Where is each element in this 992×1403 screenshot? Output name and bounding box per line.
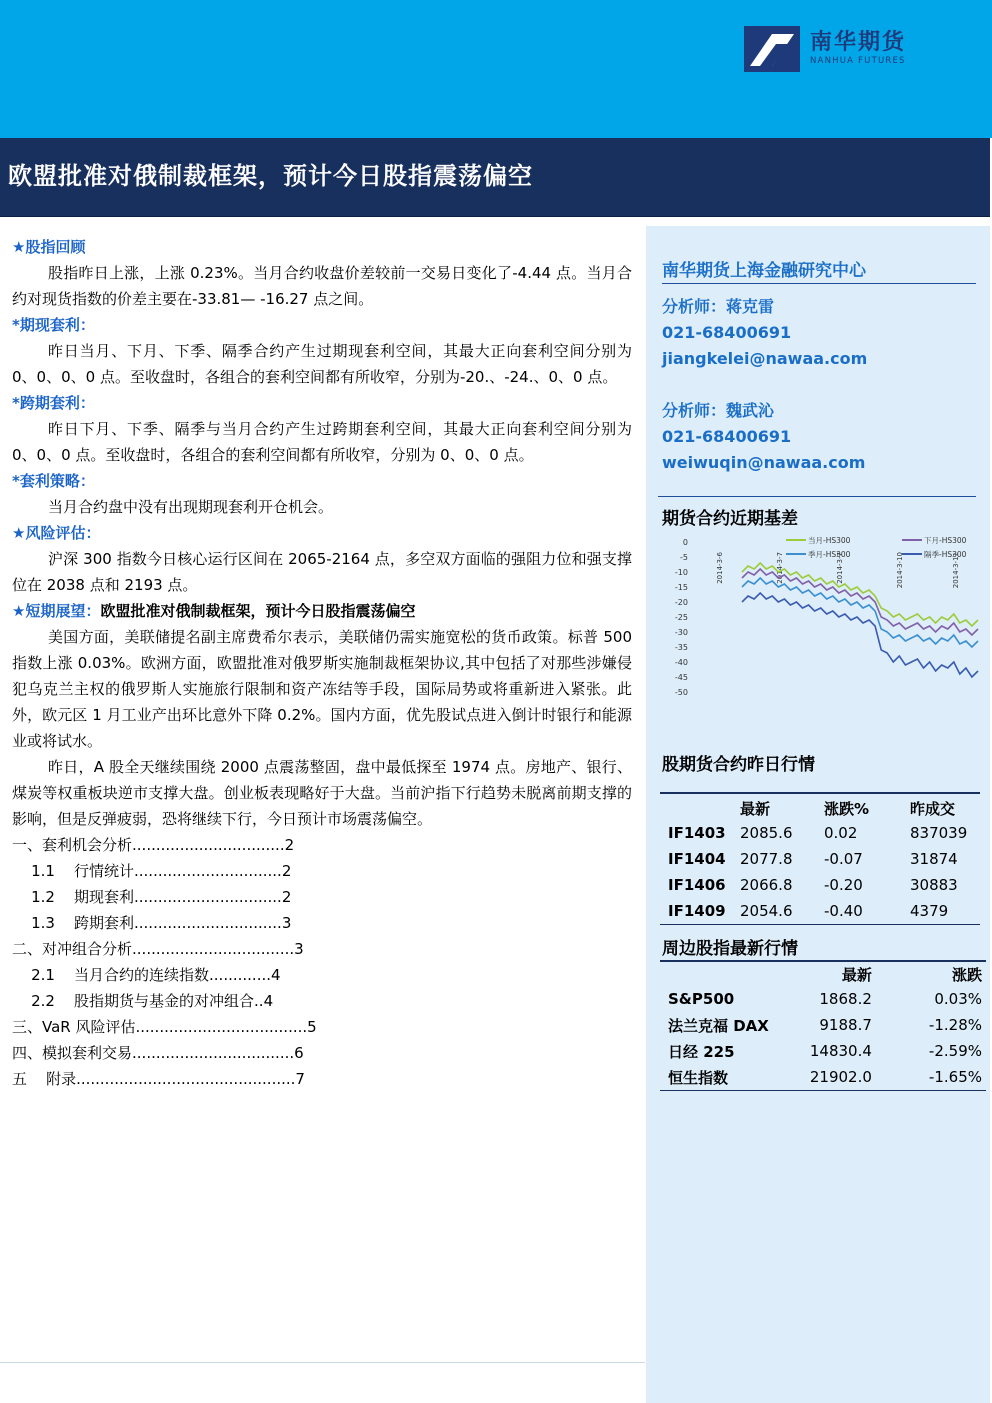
column-header: 涨跌% [824, 799, 870, 818]
nanhua-logo-icon [744, 26, 800, 72]
row-label: 恒生指数 [668, 1068, 729, 1087]
toc-page-number: 4 [271, 966, 281, 984]
table-of-contents [12, 832, 632, 1092]
logo-cn-text: 南华期货 [810, 30, 907, 55]
toc-entry[interactable] [12, 910, 632, 936]
column-header [668, 962, 801, 986]
table-row [668, 872, 980, 898]
toc-dots: .............................................. [76, 1070, 296, 1088]
table-cell: 2054.6 [740, 902, 793, 920]
table-cell: 2077.8 [740, 850, 793, 868]
analyst1-label: 分析师：蒋克雷 [662, 297, 775, 316]
y-tick-label: -30 [674, 628, 688, 637]
toc-page-number: 4 [263, 992, 274, 1010]
toc-dots: .................................. [132, 940, 295, 958]
legend-label: 下月-HS300 [924, 536, 967, 545]
toc-label: 1.2 期现套利 [12, 888, 134, 906]
toc-page-number: 2 [284, 836, 295, 854]
table-cell: 4379 [910, 902, 949, 920]
y-tick-label: -15 [674, 583, 688, 592]
global-indices-table [668, 962, 982, 1090]
y-tick-label: -20 [674, 598, 688, 607]
toc-page-number: 7 [295, 1070, 305, 1088]
row-label: IF1406 [668, 876, 726, 894]
y-tick-label: -10 [674, 568, 688, 577]
paragraph: 股指昨日上涨，上涨 0.23%。当月合约收盘价差较前一交易日变化了-4.44 点。当月合约对现货指数的价差主要在-33.81— -16.27 点之间。 [12, 264, 632, 308]
toc-entry[interactable] [12, 858, 632, 884]
toc-label: 2.2 股指期货与基金的对冲组合 [12, 992, 255, 1010]
table-row [668, 1064, 982, 1090]
table-cell: 0.02 [824, 824, 858, 842]
toc-label: 五 附录 [12, 1070, 77, 1088]
futures-quotes-title: 股期货合约昨日行情 [662, 755, 815, 775]
analyst1-email[interactable]: jiangkelei@nawaa.com [662, 349, 868, 368]
y-tick-label: -45 [674, 673, 688, 682]
table-cell: 2066.8 [740, 876, 793, 894]
row-label: 日经 225 [668, 1042, 735, 1061]
table-cell: 30883 [910, 876, 958, 894]
row-label: IF1404 [668, 850, 726, 868]
toc-dots: .. [254, 992, 264, 1010]
table-cell: -1.65% [928, 1068, 982, 1086]
row-label: 法兰克福 DAX [668, 1016, 769, 1035]
table-cell: 0.03% [934, 990, 982, 1008]
paragraph: 昨日当月、下月、下季、隔季合约产生过期现套利空间，其最大正向套利空间分别为 0、0、0、0 点。至收盘时，各组合的套利空间都有所收窄，分别为-20.、-24.、0、0 点。 [12, 342, 632, 386]
section-risk: ★风险评估： [12, 524, 101, 542]
analyst2-email[interactable]: weiwuqin@nawaa.com [662, 453, 866, 472]
basis-chart-title: 期货合约近期基差 [662, 509, 798, 529]
star-icon: ★ [12, 602, 26, 620]
analyst2-phone: 021-68400691 [662, 427, 792, 446]
row-label: S&P500 [668, 990, 735, 1008]
global-indices-title: 周边股指最新行情 [662, 939, 798, 959]
column-header: 最新 [740, 799, 771, 818]
toc-entry[interactable] [12, 832, 632, 858]
table-row [668, 1012, 982, 1038]
toc-page-number: 3 [294, 940, 304, 958]
main-content [12, 234, 632, 1092]
table-row [668, 820, 980, 846]
toc-label: 三、VaR 风险评估 [12, 1018, 136, 1036]
column-header: 昨成交 [910, 799, 956, 818]
x-tick-label: 2014-3-6 [716, 552, 724, 584]
y-tick-label: 0 [682, 538, 688, 547]
row-label: IF1403 [668, 824, 726, 842]
toc-dots: .................................... [135, 1018, 308, 1036]
y-tick-label: -35 [674, 643, 688, 652]
toc-page-number: 2 [281, 888, 292, 906]
y-tick-label: -5 [680, 553, 688, 562]
star-icon: ★ [12, 238, 26, 256]
footer-divider [0, 1362, 645, 1363]
futures-quotes-table [668, 796, 980, 924]
column-header: 涨跌 [951, 965, 982, 984]
toc-dots: ............................... [134, 862, 282, 880]
paragraph: 沪深 300 指数今日核心运行区间在 2065-2164 点，多空双方面临的强阻力位和强支撑位在 2038 点和 2193 点。 [12, 550, 632, 594]
y-tick-label: -25 [674, 613, 688, 622]
table-bottom-rule [660, 924, 980, 925]
toc-entry[interactable] [12, 884, 632, 910]
toc-dots: .................................. [132, 1044, 295, 1062]
divider [658, 496, 976, 497]
analyst2-label: 分析师：魏武沁 [662, 401, 775, 420]
x-tick-label: 2014-3-11 [952, 552, 960, 589]
toc-page-number: 3 [281, 914, 292, 932]
title-bar [0, 138, 990, 217]
company-logo [744, 26, 906, 72]
table-cell: 1868.2 [819, 990, 872, 1008]
toc-page-number: 2 [281, 862, 292, 880]
table-cell: 14830.4 [809, 1042, 872, 1060]
table-row [668, 986, 982, 1012]
table-cell: -2.59% [928, 1042, 982, 1060]
star-icon: ★ [12, 524, 26, 542]
toc-label: 1.1 行情统计 [12, 862, 134, 880]
series-line-3 [742, 578, 978, 647]
table-row [668, 1038, 982, 1064]
section-spot-arbitrage: *期现套利： [12, 316, 95, 334]
section-calendar-arbitrage: *跨期套利： [12, 394, 95, 412]
table-bottom-rule [660, 1090, 986, 1091]
x-tick-label: 2014-3-7 [836, 552, 844, 584]
table-cell: 31874 [910, 850, 958, 868]
paragraph: 当月合约盘中没有出现期现套利开仓机会。 [48, 498, 334, 516]
toc-page-number: 5 [307, 1018, 317, 1036]
table-cell: -0.07 [824, 850, 863, 868]
toc-entry[interactable] [12, 1066, 632, 1092]
basis-chart [660, 532, 986, 708]
legend-label: 当月-HS300 [808, 536, 851, 545]
toc-dots: ............. [209, 966, 272, 984]
column-header: 最新 [841, 965, 872, 984]
section-index-review: ★股指回顾 [12, 238, 86, 256]
row-label: IF1409 [668, 902, 726, 920]
toc-label: 一、套利机会分析 [12, 836, 133, 854]
toc-dots: ............................... [134, 888, 282, 906]
x-tick-label: 2014-3-7 [776, 552, 784, 584]
table-top-rule [660, 792, 980, 794]
table-row [668, 898, 980, 924]
table-cell: -0.20 [824, 876, 863, 894]
toc-label: 1.3 跨期套利 [12, 914, 134, 932]
report-title: 欧盟批准对俄制裁框架，预计今日股指震荡偏空 [8, 162, 533, 190]
toc-label: 2.1 当月合约的连续指数 [12, 966, 210, 984]
column-header [668, 796, 740, 820]
toc-page-number: 6 [294, 1044, 304, 1062]
analyst1-phone: 021-68400691 [662, 323, 792, 342]
table-cell: 21902.0 [809, 1068, 872, 1086]
table-cell: -1.28% [928, 1016, 982, 1034]
legend-label: 季月-HS300 [808, 550, 851, 559]
y-tick-label: -40 [674, 658, 688, 667]
toc-entry[interactable] [12, 962, 632, 988]
legend-label: 隔季-HS300 [924, 550, 967, 559]
toc-label: 二、对冲组合分析 [12, 940, 133, 958]
paragraph: 昨日，A 股全天继续围绕 2000 点震荡整固，盘中最低探至 1974 点。房地产、银行、煤炭等权重板块逆市支撑大盘。创业板表现略好于大盘。当前沪指下行趋势未脱离前期支撑的影响，但是反弹疲弱，恐将继续下行，今日预计市场震荡偏空。 [12, 758, 632, 828]
toc-dots: ................................ [132, 836, 285, 854]
table-cell: 9188.7 [819, 1016, 872, 1034]
research-center: 南华期货上海金融研究中心 [662, 256, 976, 284]
toc-dots: ............................... [134, 914, 282, 932]
paragraph: 昨日下月、下季、隔季与当月合约产生过跨期套利空间，其最大正向套利空间分别为 0、0、0 点。至收盘时，各组合的套利空间都有所收窄，分别为 0、0、0 点。 [12, 420, 632, 464]
table-cell: -0.40 [824, 902, 863, 920]
section-outlook: ★短期展望：欧盟批准对俄制裁框架，预计今日股指震荡偏空 [12, 602, 416, 620]
y-tick-label: -50 [674, 688, 688, 697]
table-cell: 837039 [910, 824, 968, 842]
toc-entry[interactable] [12, 988, 632, 1014]
toc-entry[interactable] [12, 1014, 632, 1040]
logo-en-text: NANHUA FUTURES [810, 56, 906, 66]
sidebar [646, 226, 990, 1403]
toc-entry[interactable] [12, 936, 632, 962]
paragraph: 美国方面，美联储提名副主席费希尔表示，美联储仍需实施宽松的货币政策。标普 500 指数上涨 0.03%。欧洲方面，欧盟批准对俄罗斯实施制裁框架协议,其中包括了对那些涉嫌侵犯乌克兰主权的俄罗斯人实施旅行限制和资产冻结等手段，国际局势或将重新进入紧张。此外，欧元区 1 月工业产出环比意外下降 0.2%。国内方面，优先股试点进入倒计时银行和能源业或将试水。 [12, 628, 632, 750]
toc-entry[interactable] [12, 1040, 632, 1066]
x-tick-label: 2014-3-10 [896, 552, 904, 589]
section-arbitrage-strategy: *套利策略： [12, 472, 95, 490]
toc-label: 四、模拟套利交易 [12, 1044, 133, 1062]
table-cell: 2085.6 [740, 824, 793, 842]
table-row [668, 846, 980, 872]
